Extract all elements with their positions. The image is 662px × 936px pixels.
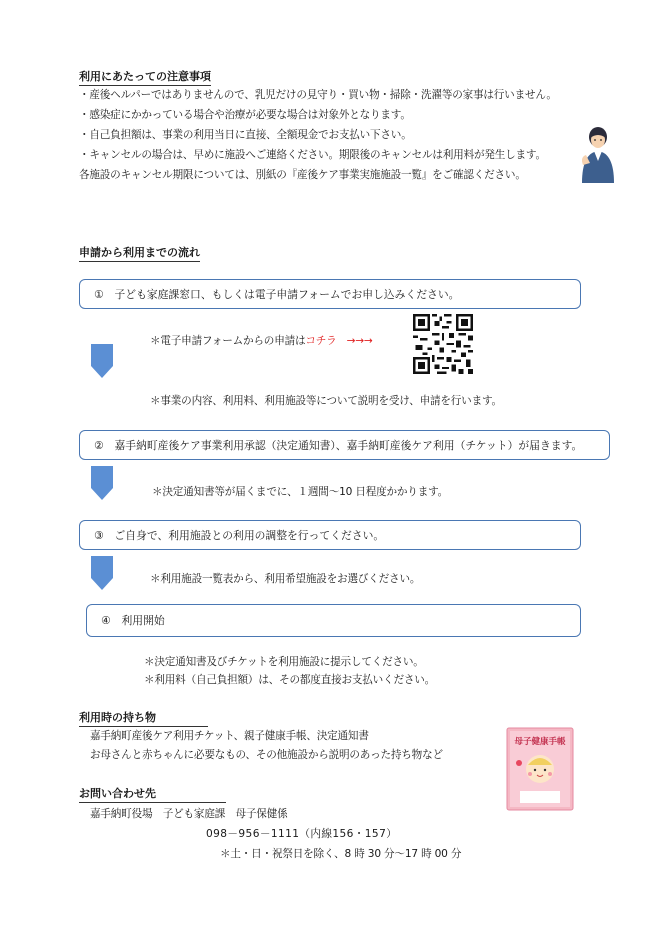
down-arrow-icon: [91, 466, 113, 500]
belongings-line-1: 嘉手納町産後ケア利用チケット、親子健康手帳、決定通知書: [90, 730, 369, 742]
down-arrow-icon: [91, 344, 113, 378]
step-1-box: [79, 279, 581, 309]
flow-note-4b: ＊利用料（自己負担額）は、その都度直接お支払いください。: [144, 674, 436, 686]
online-form-prefix: ＊電子申請フォームからの申請は: [150, 335, 306, 347]
flow-heading: 申請から利用までの流れ: [79, 244, 200, 262]
step-4-box: [86, 604, 581, 637]
down-arrow-icon: [91, 556, 113, 590]
step-2-text: ② 嘉手納町産後ケア事業利用承認（決定通知書）、嘉手納町産後ケア利用（チケット）が届きます。: [94, 438, 583, 452]
note-item: ・産後ヘルパーではありませんので、乳児だけの見守り・買い物・掃除・洗濯等の家事は行いません。: [79, 89, 557, 101]
qr-code-image[interactable]: [413, 314, 473, 374]
step-4-text: ④ 利用開始: [101, 614, 165, 627]
note-item: ・自己負担額は、事業の利用当日に直接、全額現金でお支払い下さい。: [79, 129, 412, 141]
flow-note-3: ＊利用施設一覧表から、利用希望施設をお選びください。: [150, 573, 421, 585]
contact-heading: お問い合わせ先: [79, 785, 226, 803]
flow-note-1: ＊事業の内容、利用料、利用施設等について説明を受け、申請を行います。: [150, 395, 502, 407]
contact-office: 嘉手納町役場 子ども家庭課 母子保健係: [90, 808, 288, 820]
contact-hours: ＊土・日・祝祭日を除く、8 時 30 分～17 時 00 分: [220, 848, 462, 860]
online-form-link[interactable]: コチラ: [305, 335, 337, 347]
online-form-note: [150, 333, 373, 348]
staff-person-illustration: [578, 125, 618, 183]
note-item: ・キャンセルの場合は、早めに施設へご連絡ください。期限後のキャンセルは利用料が発生します。: [79, 149, 546, 161]
belongings-heading: 利用時の持ち物: [79, 709, 208, 727]
note-item: 各施設のキャンセル期限については、別紙の『産後ケア事業実施施設一覧』をご確認ください。: [79, 169, 526, 181]
step-2-box: [79, 430, 610, 460]
step-3-text: ③ ご自身で、利用施設との利用の調整を行ってください。: [94, 528, 385, 542]
flow-note-2: ＊決定通知書等が届くまでに、１週間～10 日程度かかります。: [152, 486, 449, 498]
flow-note-4a: ＊決定通知書及びチケットを利用施設に提示してください。: [144, 656, 424, 668]
notes-heading: 利用にあたっての注意事項: [79, 68, 211, 86]
note-item: ・感染症にかかっている場合や治療が必要な場合は対象外となります。: [79, 109, 411, 121]
maternal-handbook-illustration: [506, 727, 574, 811]
step-3-box: [79, 520, 581, 550]
online-form-arrows: →→→: [346, 335, 373, 347]
belongings-line-2: お母さんと赤ちゃんに必要なもの、その他施設から説明のあった持ち物など: [90, 749, 443, 761]
contact-phone: 098－956－1111（内線156・157）: [206, 828, 398, 840]
step-1-text: ① 子ども家庭課窓口、もしくは電子申請フォームでお申し込みください。: [94, 287, 460, 301]
handbook-title: 母子健康手帳: [514, 737, 566, 747]
